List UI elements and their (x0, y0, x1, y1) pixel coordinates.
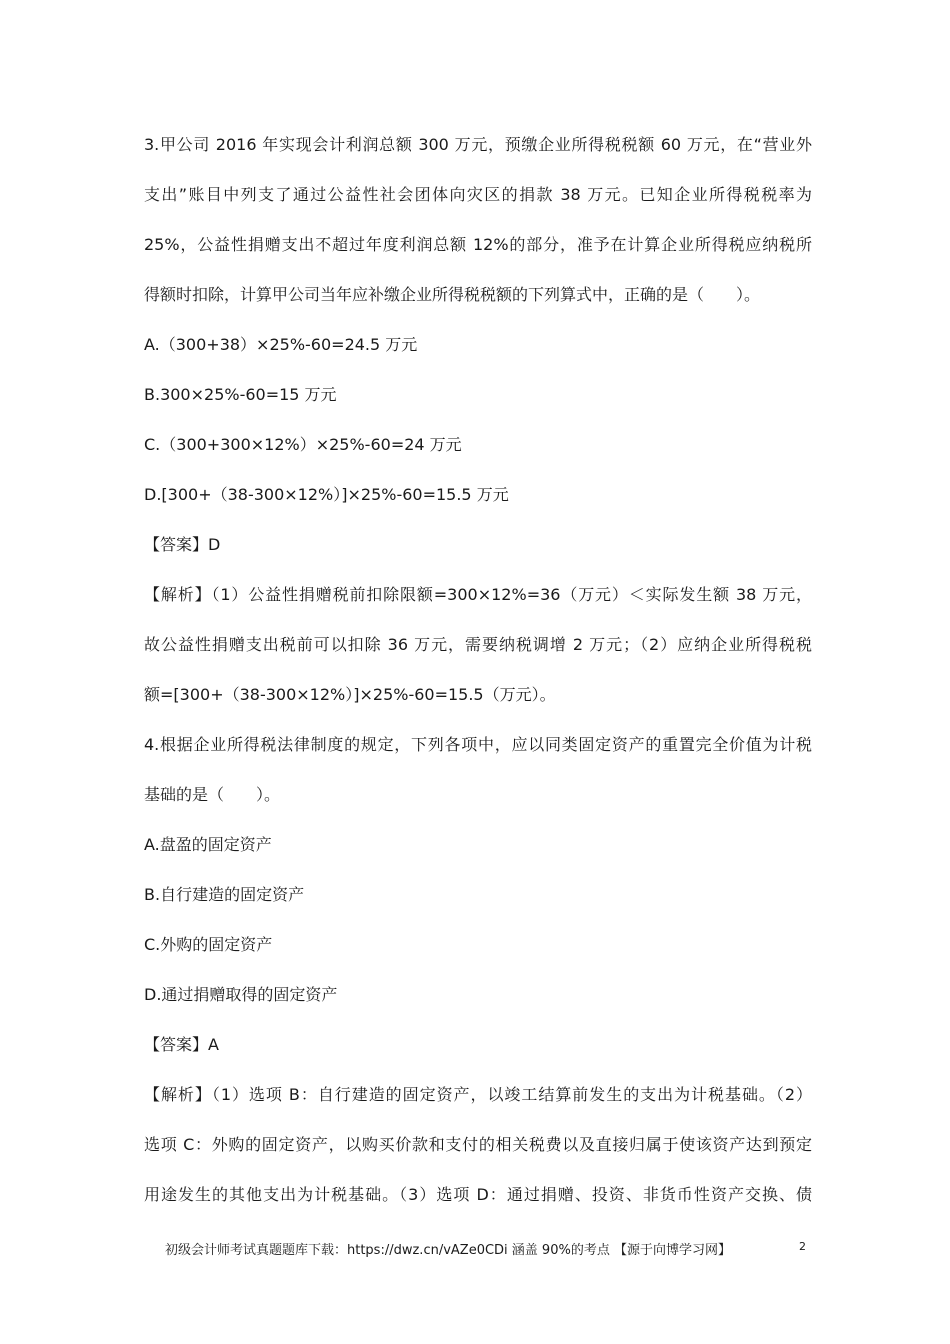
question-3 (144, 120, 812, 720)
answer-line: 【答案】D (144, 535, 221, 554)
page-footer (0, 1236, 950, 1266)
option-c: C.外购的固定资产 (144, 935, 273, 954)
question-stem-line: 25%，公益性捐赠支出不超过年度利润总额 12%的部分，准予在计算企业所得税应纳税所 (144, 235, 812, 254)
option-d: D.[300+（38-300×12%）]×25%-60=15.5 万元 (144, 485, 509, 504)
question-stem-line: 3.甲公司 2016 年实现会计利润总额 300 万元，预缴企业所得税税额 60 万元，在“营业外 (144, 135, 812, 154)
analysis-line: 选项 C：外购的固定资产，以购买价款和支付的相关税费以及直接归属于使该资产达到预定 (144, 1135, 812, 1154)
page-number: 2 (799, 1240, 806, 1253)
option-a: A.（300+38）×25%-60=24.5 万元 (144, 335, 418, 354)
option-a: A.盘盈的固定资产 (144, 835, 272, 854)
question-stem-line: 得额时扣除，计算甲公司当年应补缴企业所得税税额的下列算式中，正确的是（ ）。 (144, 285, 761, 304)
question-stem-line: 4.根据企业所得税法律制度的规定，下列各项中，应以同类固定资产的重置完全价值为计税 (144, 735, 812, 754)
question-stem-line: 基础的是（ ）。 (144, 785, 281, 804)
question-stem-line: 支出”账目中列支了通过公益性社会团体向灾区的捐款 38 万元。已知企业所得税税率为 (144, 185, 812, 204)
question-4 (144, 720, 812, 1220)
page-content (144, 120, 812, 1220)
analysis-line: 用途发生的其他支出为计税基础。（3）选项 D：通过捐赠、投资、非货币性资产交换、债 (144, 1185, 812, 1204)
option-b: B.自行建造的固定资产 (144, 885, 305, 904)
option-d: D.通过捐赠取得的固定资产 (144, 985, 338, 1004)
answer-line: 【答案】A (144, 1035, 219, 1054)
analysis-line: 【解析】（1）公益性捐赠税前扣除限额=300×12%=36（万元）＜实际发生额 38 万元， (144, 585, 812, 604)
option-b: B.300×25%-60=15 万元 (144, 385, 337, 404)
analysis-line: 故公益性捐赠支出税前可以扣除 36 万元，需要纳税调增 2 万元；（2）应纳企业所得税税 (144, 635, 812, 654)
analysis-line: 【解析】（1）选项 B：自行建造的固定资产，以竣工结算前发生的支出为计税基础。（2） (144, 1085, 812, 1104)
footer-text: 初级会计师考试真题题库下载：https://dwz.cn/vAZe0CDi 涵盖 90%的考点 【源于向博学习网】 (165, 1243, 731, 1258)
analysis-line: 额=[300+（38-300×12%）]×25%-60=15.5（万元）。 (144, 685, 556, 704)
option-c: C.（300+300×12%）×25%-60=24 万元 (144, 435, 462, 454)
